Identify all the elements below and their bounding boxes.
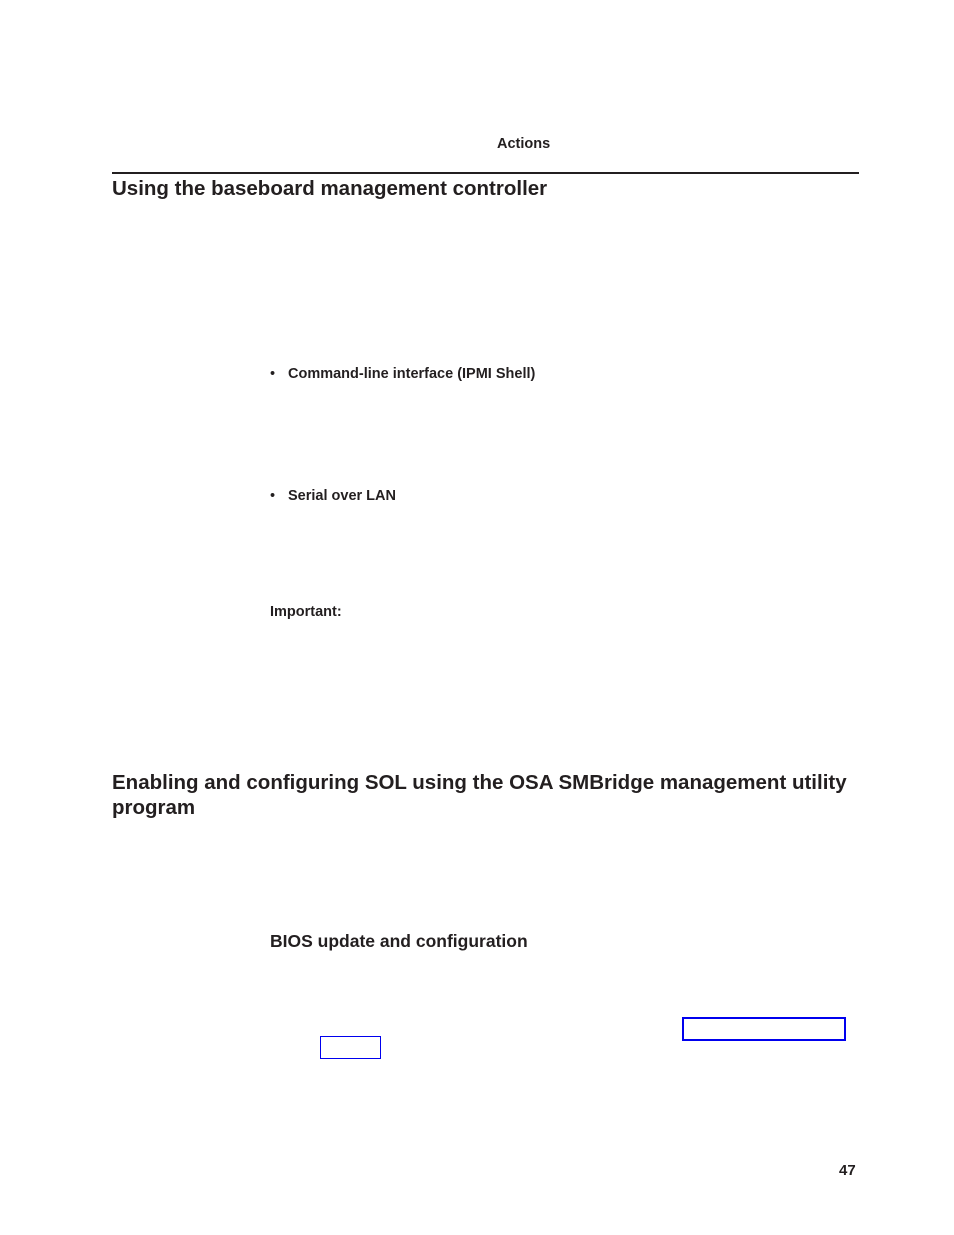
bullet-icon: • [270,366,276,382]
hyperlink-box[interactable] [320,1036,381,1059]
list-item-label: Command-line interface (IPMI Shell) [288,366,536,382]
section-divider [112,172,859,174]
section-heading-bmc: Using the baseboard management controller [112,177,548,200]
hyperlink-box[interactable] [682,1017,846,1041]
table-column-header-actions: Actions [497,136,551,152]
list-item [270,366,535,382]
list-item [270,488,396,504]
important-note-label: Important: [270,604,342,620]
section-heading-sol: Enabling and configuring SOL using the OSA SMBridge management utility program [112,771,847,819]
subsection-heading-bios: BIOS update and configuration [270,931,528,951]
bullet-icon: • [270,488,276,504]
list-item-label: Serial over LAN [288,488,396,504]
page-number: 47 [839,1162,856,1179]
